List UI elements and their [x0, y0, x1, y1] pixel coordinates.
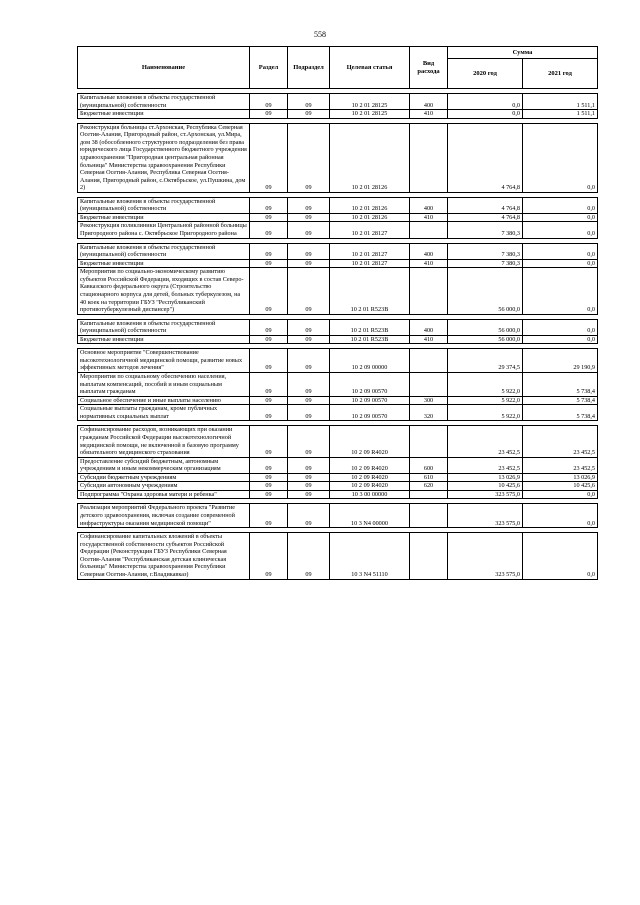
cell-name: Социальные выплаты гражданам, кроме публичных нормативных социальных выплат: [78, 405, 250, 421]
cell-vid: [410, 490, 448, 499]
table-header: [78, 47, 598, 89]
cell-2020: 7 380,3: [448, 243, 523, 259]
cell-razdel: 09: [250, 473, 288, 482]
cell-razdel: 09: [250, 110, 288, 119]
cell-article: 10 3 00 00000: [330, 490, 410, 499]
cell-2021: 5 738,4: [523, 405, 598, 421]
cell-2020: 7 380,3: [448, 259, 523, 268]
col-summa-header: Сумма: [448, 47, 598, 59]
cell-name: Реконструкция больницы ст.Архонская, Республика Северная Осетия-Алания, Пригородный район, ст.Архонская, ул.Мира, дом 38 (обособленного структурного подразделения без права юридического лица Государственного бюджетного учреждения здравоохранения "Пригородная центральная районная больница" Министерства здравоохранения Республики Северная Осетия-Алания, Республика Северная Осетия-Алания, Пригородный район, с.Октябрьское, ул.Пушкина, дом 2): [78, 123, 250, 192]
cell-2020: 0,0: [448, 94, 523, 110]
cell-2021: 23 452,5: [523, 426, 598, 457]
cell-razdel: 09: [250, 482, 288, 491]
cell-podrazdel: 09: [288, 243, 330, 259]
cell-vid: 620: [410, 482, 448, 491]
cell-article: 10 2 01 28125: [330, 94, 410, 110]
cell-vid: 410: [410, 335, 448, 344]
cell-podrazdel: 09: [288, 259, 330, 268]
cell-2021: 0,0: [523, 197, 598, 213]
cell-podrazdel: 09: [288, 222, 330, 238]
cell-article: 10 2 01 28127: [330, 243, 410, 259]
table-row: [78, 457, 598, 473]
cell-vid: [410, 268, 448, 314]
cell-razdel: 09: [250, 123, 288, 192]
cell-podrazdel: 09: [288, 473, 330, 482]
cell-2021: 10 425,6: [523, 482, 598, 491]
table-row: [78, 213, 598, 222]
cell-2021: 0,0: [523, 319, 598, 335]
cell-2020: 56 000,0: [448, 268, 523, 314]
cell-razdel: 09: [250, 457, 288, 473]
cell-vid: 400: [410, 243, 448, 259]
cell-name: Капитальные вложения в объекты государственной (муниципальной) собственности: [78, 319, 250, 335]
cell-2021: 0,0: [523, 243, 598, 259]
cell-article: 10 2 09 R4020: [330, 457, 410, 473]
cell-podrazdel: 09: [288, 457, 330, 473]
col-name-header: Наименование: [78, 47, 250, 89]
cell-2020: 5 922,0: [448, 396, 523, 405]
cell-podrazdel: 09: [288, 482, 330, 491]
cell-razdel: 09: [250, 213, 288, 222]
cell-2021: 5 738,4: [523, 373, 598, 397]
cell-article: 10 2 09 00570: [330, 396, 410, 405]
table-row: [78, 123, 598, 192]
cell-2020: 323 575,0: [448, 504, 523, 528]
cell-vid: [410, 123, 448, 192]
table-row: [78, 94, 598, 110]
cell-podrazdel: 09: [288, 123, 330, 192]
cell-name: Мероприятия по социальному обеспечению населения, выплатам компенсаций, пособий и иным социальным выплатам гражданам: [78, 373, 250, 397]
cell-article: 10 2 09 R4020: [330, 473, 410, 482]
cell-razdel: 09: [250, 490, 288, 499]
cell-article: 10 2 01 28127: [330, 222, 410, 238]
cell-2021: 13 026,9: [523, 473, 598, 482]
cell-2020: 4 764,8: [448, 197, 523, 213]
cell-vid: 410: [410, 259, 448, 268]
cell-razdel: 09: [250, 259, 288, 268]
cell-name: Реконструкция поликлиники Центральной районной больницы Пригородного района с. Октябрьское Пригородного района: [78, 222, 250, 238]
cell-name: Основное мероприятие "Совершенствование высокотехнологичной медицинской помощи, развитие новых эффективных методов лечения": [78, 349, 250, 373]
table-row: [78, 504, 598, 528]
cell-name: Субсидии автономным учреждениям: [78, 482, 250, 491]
cell-name: Бюджетные инвестиции: [78, 213, 250, 222]
table-row: [78, 268, 598, 314]
cell-podrazdel: 09: [288, 349, 330, 373]
table-body: [78, 89, 598, 580]
cell-name: Бюджетные инвестиции: [78, 335, 250, 344]
cell-2021: 0,0: [523, 335, 598, 344]
cell-2020: 323 575,0: [448, 490, 523, 499]
cell-vid: 400: [410, 94, 448, 110]
cell-vid: 410: [410, 213, 448, 222]
cell-razdel: 09: [250, 426, 288, 457]
cell-name: Реализация мероприятий Федерального проекта "Развитие детского здравоохранения, включая создание современной инфраструктуры оказания медицинской помощи": [78, 504, 250, 528]
cell-razdel: 09: [250, 396, 288, 405]
cell-podrazdel: 09: [288, 533, 330, 579]
cell-2020: 10 425,6: [448, 482, 523, 491]
cell-article: 10 2 09 00570: [330, 405, 410, 421]
cell-2020: 323 575,0: [448, 533, 523, 579]
cell-2021: 0,0: [523, 268, 598, 314]
cell-2021: 29 190,9: [523, 349, 598, 373]
cell-name: Предоставление субсидий бюджетным, автономным учреждениям и иным некоммерческим организациям: [78, 457, 250, 473]
cell-2021: 0,0: [523, 123, 598, 192]
table-row: [78, 110, 598, 119]
cell-razdel: 09: [250, 222, 288, 238]
cell-podrazdel: 09: [288, 426, 330, 457]
cell-2020: 23 452,5: [448, 426, 523, 457]
budget-table: [77, 46, 598, 580]
cell-2020: 13 026,9: [448, 473, 523, 482]
cell-2020: 0,0: [448, 110, 523, 119]
table-row: [78, 405, 598, 421]
cell-2020: 56 000,0: [448, 335, 523, 344]
cell-2021: 0,0: [523, 490, 598, 499]
cell-razdel: 09: [250, 533, 288, 579]
cell-vid: 600: [410, 457, 448, 473]
cell-name: Капитальные вложения в объекты государственной (муниципальной) собственности: [78, 94, 250, 110]
cell-2021: 0,0: [523, 533, 598, 579]
cell-2020: 56 000,0: [448, 319, 523, 335]
cell-name: Капитальные вложения в объекты государственной (муниципальной) собственности: [78, 197, 250, 213]
cell-name: Бюджетные инвестиции: [78, 110, 250, 119]
cell-vid: 400: [410, 197, 448, 213]
cell-article: 10 2 01 28127: [330, 259, 410, 268]
cell-podrazdel: 09: [288, 396, 330, 405]
cell-name: Подпрограмма "Охрана здоровья матери и ребенка": [78, 490, 250, 499]
cell-podrazdel: 09: [288, 268, 330, 314]
page-number: 558: [314, 30, 326, 39]
cell-podrazdel: 09: [288, 94, 330, 110]
cell-2021: 0,0: [523, 504, 598, 528]
cell-vid: [410, 426, 448, 457]
cell-name: Капитальные вложения в объекты государственной (муниципальной) собственности: [78, 243, 250, 259]
table-row: [78, 349, 598, 373]
cell-name: Социальное обеспечение и иные выплаты населению: [78, 396, 250, 405]
cell-razdel: 09: [250, 335, 288, 344]
cell-razdel: 09: [250, 197, 288, 213]
table-row: [78, 482, 598, 491]
cell-razdel: 09: [250, 405, 288, 421]
cell-podrazdel: 09: [288, 335, 330, 344]
cell-2021: 5 738,4: [523, 396, 598, 405]
table-row: [78, 197, 598, 213]
cell-name: Софинансирование расходов, возникающих при оказании гражданам Российской Федерации высокотехнологичной медицинской помощи, не включенной в базовую программу обязательного медицинского страхования: [78, 426, 250, 457]
table-row: [78, 319, 598, 335]
cell-razdel: 09: [250, 349, 288, 373]
cell-article: 10 3 N4 51110: [330, 533, 410, 579]
cell-article: 10 2 01 28126: [330, 213, 410, 222]
cell-article: 10 2 09 00570: [330, 373, 410, 397]
cell-name: Бюджетные инвестиции: [78, 259, 250, 268]
col-podrazdel-header: Подраздел: [288, 47, 330, 89]
table-row: [78, 259, 598, 268]
table-row: [78, 426, 598, 457]
table-row: [78, 373, 598, 397]
cell-vid: [410, 349, 448, 373]
cell-article: 10 2 09 R4020: [330, 482, 410, 491]
cell-vid: [410, 533, 448, 579]
cell-2020: 4 764,8: [448, 213, 523, 222]
table-row: [78, 222, 598, 238]
cell-2020: 5 922,0: [448, 373, 523, 397]
cell-razdel: 09: [250, 243, 288, 259]
cell-vid: [410, 222, 448, 238]
cell-razdel: 09: [250, 94, 288, 110]
table-row: [78, 396, 598, 405]
cell-razdel: 09: [250, 268, 288, 314]
cell-razdel: 09: [250, 504, 288, 528]
table-row: [78, 533, 598, 579]
cell-2021: 0,0: [523, 259, 598, 268]
cell-razdel: 09: [250, 373, 288, 397]
cell-podrazdel: 09: [288, 373, 330, 397]
col-razdel-header: Раздел: [250, 47, 288, 89]
cell-2020: 29 374,5: [448, 349, 523, 373]
col-2021-header: 2021 год: [523, 59, 598, 89]
cell-podrazdel: 09: [288, 504, 330, 528]
cell-vid: 300: [410, 396, 448, 405]
cell-vid: 400: [410, 319, 448, 335]
cell-vid: 320: [410, 405, 448, 421]
cell-podrazdel: 09: [288, 197, 330, 213]
cell-article: 10 2 09 00000: [330, 349, 410, 373]
cell-2021: 1 511,1: [523, 94, 598, 110]
cell-vid: [410, 504, 448, 528]
cell-vid: 410: [410, 110, 448, 119]
cell-podrazdel: 09: [288, 213, 330, 222]
cell-article: 10 3 N4 00000: [330, 504, 410, 528]
cell-article: 10 2 01 R523В: [330, 268, 410, 314]
col-vid-header: Вид расхода: [410, 47, 448, 89]
table-row: [78, 490, 598, 499]
cell-article: 10 2 01 28125: [330, 110, 410, 119]
cell-2020: 23 452,5: [448, 457, 523, 473]
table-row: [78, 335, 598, 344]
col-article-header: Целевая статья: [330, 47, 410, 89]
cell-article: 10 2 09 R4020: [330, 426, 410, 457]
cell-2021: 23 452,5: [523, 457, 598, 473]
cell-2020: 7 380,3: [448, 222, 523, 238]
cell-2021: 1 511,1: [523, 110, 598, 119]
cell-name: Софинансирование капитальных вложений в объекты государственной собственности субъектов Российской Федерации (Реконструкция ГБУЗ Республики Северная Осетия-Алания "Республиканская детская клиническая больница" Министерства здравоохранения Республики Северная Осетия-Алания, г.Владикавказ): [78, 533, 250, 579]
cell-2020: 5 922,0: [448, 405, 523, 421]
cell-vid: 610: [410, 473, 448, 482]
table-row: [78, 473, 598, 482]
table-row: [78, 243, 598, 259]
cell-podrazdel: 09: [288, 405, 330, 421]
cell-vid: [410, 373, 448, 397]
cell-podrazdel: 09: [288, 490, 330, 499]
col-2020-header: 2020 год: [448, 59, 523, 89]
cell-2020: 4 764,8: [448, 123, 523, 192]
cell-2021: 0,0: [523, 213, 598, 222]
cell-article: 10 2 01 R523В: [330, 319, 410, 335]
cell-podrazdel: 09: [288, 319, 330, 335]
cell-razdel: 09: [250, 319, 288, 335]
cell-name: Мероприятия по социально-экономическому развитию субъектов Российской Федерации, входящих в состав Северо-Кавказского федерального округа (Строительство стационарного корпуса для детей, больных туберкулезом, на 40 коек на территории ГБУЗ "Республиканский противотуберкулезный диспансер"): [78, 268, 250, 314]
cell-podrazdel: 09: [288, 110, 330, 119]
cell-2021: 0,0: [523, 222, 598, 238]
cell-article: 10 2 01 28126: [330, 123, 410, 192]
cell-article: 10 2 01 28126: [330, 197, 410, 213]
cell-article: 10 2 01 R523В: [330, 335, 410, 344]
cell-name: Субсидии бюджетным учреждениям: [78, 473, 250, 482]
